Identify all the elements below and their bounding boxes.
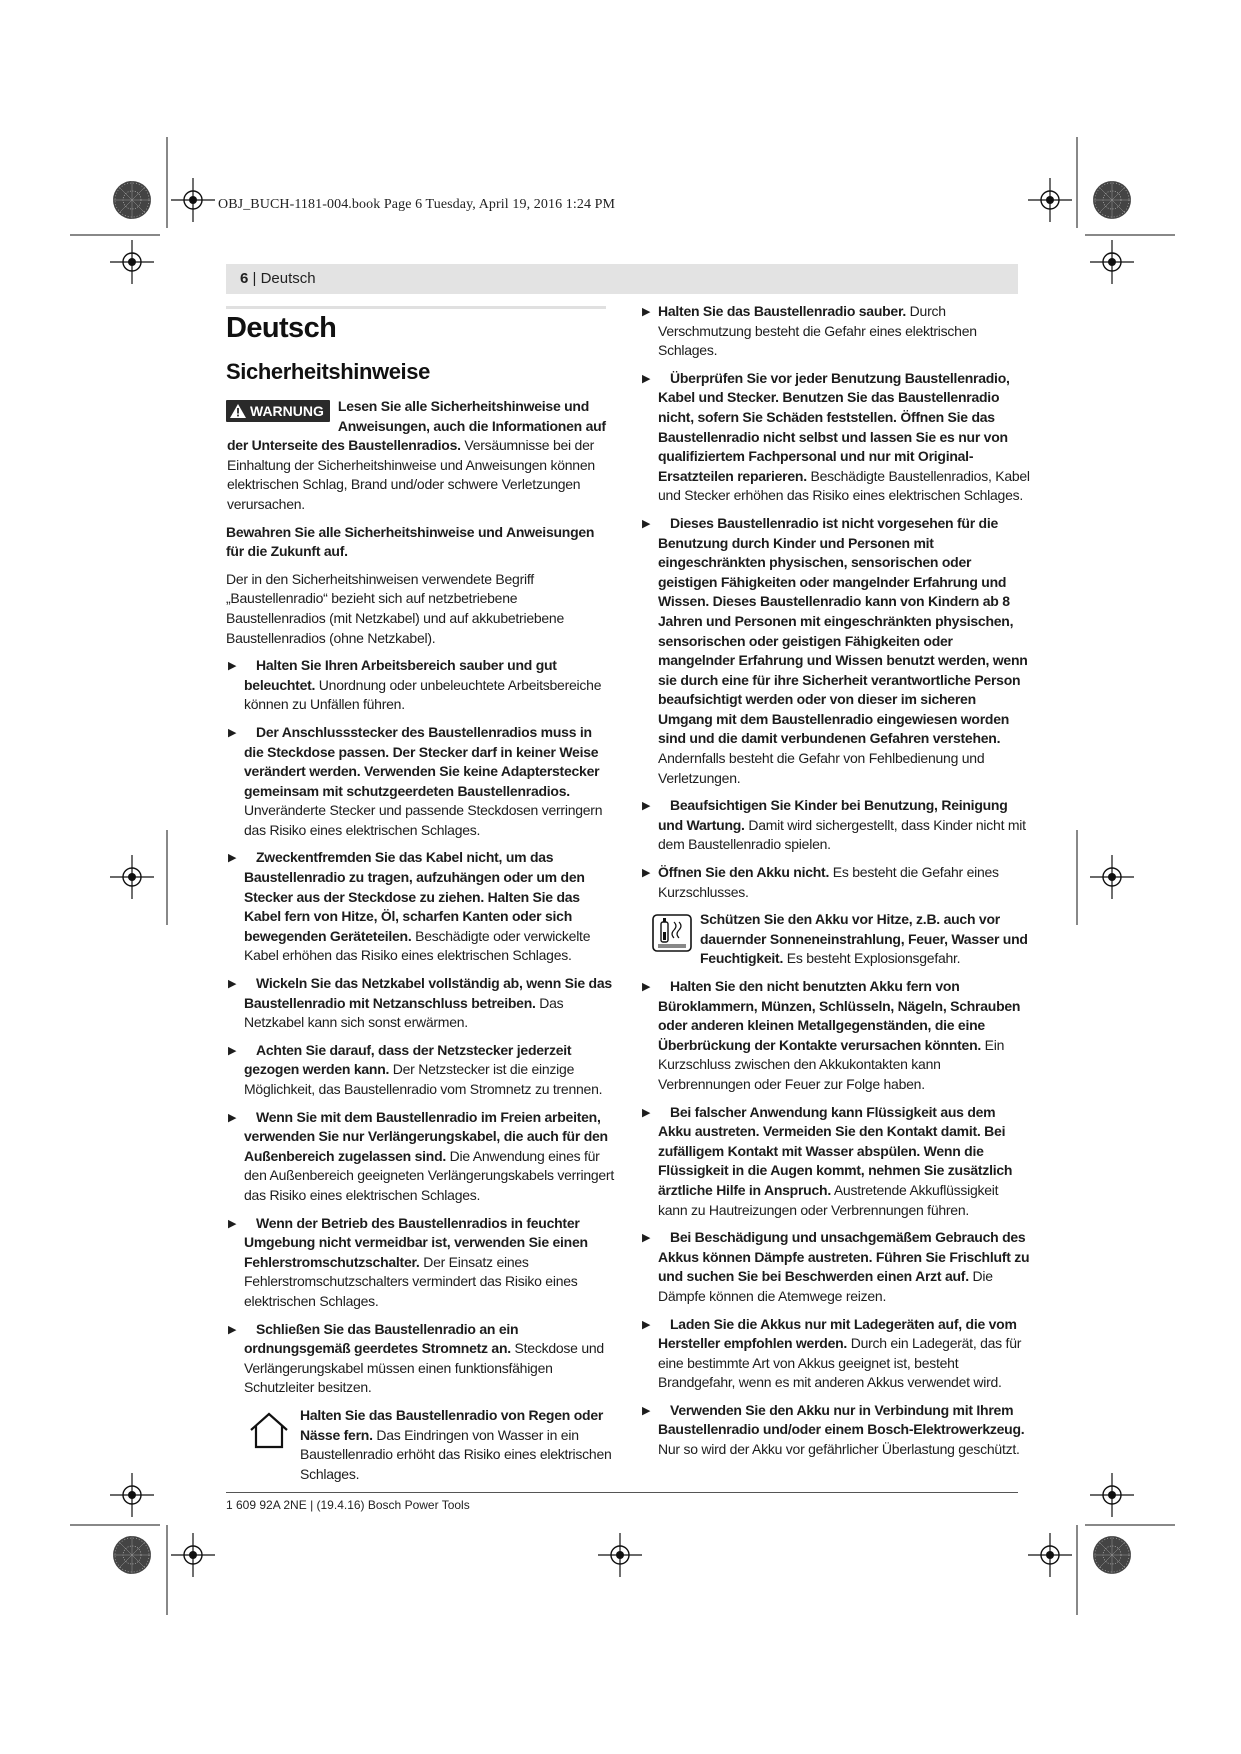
bullet-arrow-icon: ▶ (642, 517, 651, 530)
bullet-text: Beschädigte Baustellenradios, Kabel und Stecker erhöhen das Risiko eines elektrischen Schlages. (658, 467, 1030, 504)
bullet-list-right-a (640, 302, 1030, 902)
page-number: 6 (240, 270, 249, 287)
page-header-bar (226, 264, 1018, 294)
column-right (640, 302, 1030, 1468)
bullet-text: Das Netzkabel kann sich sonst erwärmen. (244, 994, 564, 1031)
bullet-arrow-icon: ▶ (228, 1323, 237, 1336)
bullet-item (226, 1214, 614, 1312)
bullet-text: Durch ein Ladegerät, das für eine bestimmte Art von Akkus geeignet ist, besteht Brandgefahr, wenn es mit anderen Akkus verwendet wird. (658, 1335, 1022, 1391)
bullet-item (640, 1401, 1030, 1460)
heat-note-bold: Schützen Sie den Akku vor Hitze, z.B. auch vor dauernder Sonneneinstrahlung, Feuer, Wasser und Feuchtigkeit. (700, 911, 1028, 967)
bullet-bold: Überprüfen Sie vor jeder Benutzung Baustellenradio, Kabel und Stecker. Benutzen Sie das Baustellenradio nicht, sofern Sie Schäden feststellen. Öffnen Sie das Baustellenradio nicht selbst und lassen Sie es nur von qualifiziertem Fachpersonal und nur mit Original-Ersatzteilen reparieren. (658, 369, 1010, 484)
bullet-arrow-icon: ▶ (228, 978, 237, 991)
bullet-arrow-icon: ▶ (642, 800, 651, 813)
bullet-text: Steckdose und Verlängerungskabel müssen einen funktionsfähigen Schutzleiter besitzen. (244, 1340, 604, 1396)
bullet-bold: Verwenden Sie den Akku nur in Verbindung mit Ihrem Baustellenradio und/oder einem Bosch-Elektrowerkzeug. (658, 1401, 1025, 1438)
bullet-bold: Der Anschlussstecker des Baustellenradios muss in die Steckdose passen. Der Stecker darf in keiner Weise verändert werden. Verwenden Sie keine Adapterstecker gemeinsam mit schutzgeerdeten Baustellenradios. (244, 723, 600, 799)
bullet-item (640, 863, 1030, 902)
bullet-bold: Halten Sie das Baustellenradio sauber. (658, 303, 907, 319)
house-rain-icon (248, 1410, 290, 1450)
bullet-item (226, 1041, 614, 1100)
bullet-arrow-icon: ▶ (228, 726, 237, 739)
keep-instructions: Bewahren Sie alle Sicherheitshinweise und Anweisungen für die Zukunft auf. (226, 523, 595, 560)
bullet-bold: Wenn der Betrieb des Baustellenradios in feuchter Umgebung nicht vermeidbar ist, verwenden Sie einen Fehlerstromschutzschalter. (244, 1214, 588, 1270)
warning-badge (226, 400, 330, 422)
warning-label: WARNUNG (250, 403, 324, 419)
bullet-bold: Öffnen Sie den Akku nicht. (658, 864, 830, 881)
bullet-arrow-icon: ▶ (642, 1404, 651, 1417)
bullet-arrow-icon: ▶ (228, 1217, 237, 1230)
bullet-bold: Schließen Sie das Baustellenradio an ein ordnungsgemäß geerdetes Stromnetz an. (244, 1320, 519, 1357)
heat-note (652, 910, 1030, 969)
bullet-text: Der Netzstecker ist die einzige Möglichkeit, das Baustellenradio vom Stromnetz zu trennen. (244, 1061, 603, 1097)
rain-note-text: Das Eindringen von Wasser in ein Baustellenradio erhöht das Risiko eines elektrischen Schlages. (300, 1426, 612, 1482)
header-separator: | (248, 270, 261, 287)
section-title: Sicherheitshinweise (226, 359, 430, 384)
page-title: Deutsch (226, 312, 337, 344)
bullet-text: Unveränderte Stecker und passende Steckdosen verringern das Risiko eines elektrischen Schlages. (244, 802, 603, 838)
bullet-text: Andernfalls besteht die Gefahr von Fehlbedienung und Verletzungen. (658, 750, 985, 786)
star-target-icon (1093, 1536, 1131, 1574)
bullet-list-left (226, 656, 614, 1398)
bullet-bold: Laden Sie die Akkus nur mit Ladegeräten auf, die vom Hersteller empfohlen werden. (658, 1315, 1017, 1352)
bullet-arrow-icon: ▶ (642, 372, 651, 385)
warning-triangle-icon (230, 404, 246, 418)
bullet-text: Ein Kurzschluss zwischen den Akkukontakten kann Verbrennungen oder Feuer zur Folge haben. (658, 1036, 1005, 1092)
battery-heat-icon (652, 914, 692, 952)
bullet-text: Unordnung oder unbeleuchtete Arbeitsbereiche können zu Unfällen führen. (244, 676, 602, 713)
bullet-item (226, 1320, 614, 1398)
registration-cross-icon (1090, 855, 1134, 899)
star-target-icon (113, 181, 151, 219)
registration-cross-icon (1028, 178, 1072, 222)
star-target-icon (1093, 181, 1131, 219)
registration-cross-icon (171, 178, 215, 222)
bullet-item (640, 977, 1030, 1095)
book-info-line: OBJ_BUCH-1181-004.book Page 6 Tuesday, April 19, 2016 1:24 PM (218, 197, 616, 212)
bullet-item (640, 1228, 1030, 1306)
bullet-bold: Halten Sie Ihren Arbeitsbereich sauber und gut beleuchtet. (244, 657, 557, 693)
bullet-bold: Bei Beschädigung und unsachgemäßem Gebrauch des Akkus können Dämpfe austreten. Führen Sie Frischluft zu und suchen Sie bei Beschwerden einen Arzt auf. (658, 1229, 1030, 1285)
bullet-text: Durch Verschmutzung besteht die Gefahr eines elektrischen Schlages. (658, 303, 977, 359)
bullet-arrow-icon: ▶ (642, 867, 651, 880)
registration-cross-icon (1090, 240, 1134, 284)
registration-cross-icon (171, 1533, 215, 1577)
bullet-text: Die Anwendung eines für den Außenbereich geeigneten Verlängerungskabels verringert das Risiko eines elektrischen Schlages. (244, 1147, 614, 1203)
bullet-bold: Dieses Baustellenradio ist nicht vorgesehen für die Benutzung durch Kinder und Personen mit eingeschränkten physischen, sensorischen oder geistigen Fähigkeiten oder mangelnder Erfahrung und Wissen. Dieses Baustellenradio kann von Kindern ab 8 Jahren und Personen mit eingeschränkten physischen, sensorischen oder geistigen Fähigkeiten oder mangelnder Erfahrung und Wissen benutzt werden, wenn sie durch eine für ihre Sicherheit verantwortliche Person beaufsichtigt werden oder von dieser im sicheren Umgang mit dem Baustellenradio eingewiesen worden sind und die damit verbundenen Gefahren verstehen. (658, 514, 1028, 747)
bullet-arrow-icon: ▶ (228, 660, 237, 673)
registration-cross-icon (110, 1473, 154, 1517)
bullet-arrow-icon: ▶ (228, 1111, 237, 1124)
bullet-text: Austretende Akkuflüssigkeit kann zu Hautreizungen oder Verbrennungen führen. (658, 1181, 999, 1218)
registration-cross-icon (598, 1533, 642, 1577)
bullet-item (640, 369, 1030, 506)
bullet-item (640, 302, 1030, 361)
bullet-bold: Halten Sie den nicht benutzten Akku fern von Büroklammern, Münzen, Schlüsseln, Nägeln, Schrauben oder anderen kleinen Metallgegenständen, die eine Überbrückung der Kontakte verursachen könnten. (658, 978, 1021, 1053)
star-target-icon (113, 1536, 151, 1574)
page-header (240, 270, 316, 287)
rain-note (248, 1406, 614, 1484)
bullet-text: Es besteht die Gefahr eines Kurzschlusses. (658, 864, 999, 900)
heat-note-text: Es besteht Explosionsgefahr. (783, 950, 961, 967)
page-footer: 1 609 92A 2NE | (19.4.16) Bosch Power Tools (226, 1498, 470, 1512)
bullet-text: Der Einsatz eines Fehlerstromschutzschalters vermindert das Risiko eines elektrischen Schlages. (244, 1253, 578, 1309)
bullet-arrow-icon: ▶ (228, 852, 237, 865)
warning-text: Versäumnisse bei der Einhaltung der Sicherheitshinweise und Anweisungen können elektrischen Schlag, Brand und/oder schwere Verletzungen verursachen. (227, 437, 595, 512)
registration-cross-icon (1028, 1533, 1072, 1577)
bullet-arrow-icon: ▶ (642, 1106, 651, 1119)
warning-block (226, 397, 614, 515)
bullet-text: Nur so wird der Akku vor gefährlicher Überlastung geschützt. (658, 1441, 1020, 1458)
bullet-bold: Wenn Sie mit dem Baustellenradio im Freien arbeiten, verwenden Sie nur Verlängerungskabel, die auch für den Außenbereich zugelassen sind. (244, 1108, 608, 1164)
bullet-item (640, 1315, 1030, 1393)
bullet-arrow-icon: ▶ (642, 306, 651, 318)
bullet-list-right-b (640, 977, 1030, 1460)
header-section: Deutsch (260, 270, 316, 287)
bullet-item (226, 656, 614, 715)
registration-cross-icon (110, 855, 154, 899)
bullet-arrow-icon: ▶ (642, 981, 651, 993)
bullet-item (226, 848, 614, 966)
bullet-item (226, 723, 614, 841)
warning-bold: Lesen Sie alle Sicherheitshinweise und Anweisungen, auch die Informationen auf der Unterseite des Baustellenradios. (227, 398, 606, 454)
registration-cross-icon (1090, 1473, 1134, 1517)
bullet-bold: Achten Sie darauf, dass der Netzstecker jederzeit gezogen werden kann. (244, 1041, 572, 1078)
bullet-item (640, 796, 1030, 855)
bullet-bold: Zweckentfremden Sie das Kabel nicht, um das Baustellenradio zu tragen, aufzuhängen oder um den Stecker aus der Steckdose zu ziehen. Halten Sie das Kabel fern von Hitze, Öl, scharfen Kanten oder sich bewegenden Geräteteilen. (244, 849, 585, 944)
bullet-item (640, 514, 1030, 788)
footer-rule (226, 1492, 1018, 1493)
column-left (226, 309, 614, 1492)
rain-note-bold: Halten Sie das Baustellenradio von Regen oder Nässe fern. (300, 1406, 604, 1443)
bullet-arrow-icon: ▶ (642, 1232, 651, 1245)
bullet-bold: Bei falscher Anwendung kann Flüssigkeit aus dem Akku austreten. Vermeiden Sie den Kontakt damit. Bei zufälligem Kontakt mit Wasser abspülen. Wenn die Flüssigkeit in die Augen kommt, nehmen Sie zusätzlich ärztliche Hilfe in Anspruch. (658, 1103, 1013, 1198)
bullet-item (226, 1108, 614, 1206)
definition-paragraph: Der in den Sicherheitshinweisen verwendete Begriff „Baustellenradio“ bezieht sich auf netzbetriebene Baustellenradios (mit Netzkabel) und auf akkubetriebene Baustellenradios (ohne Netzkabel). (226, 570, 565, 646)
bullet-text: Beschädigte oder verwickelte Kabel erhöhen das Risiko eines elektrischen Schlages. (244, 927, 591, 964)
bullet-arrow-icon: ▶ (642, 1318, 651, 1331)
bullet-arrow-icon: ▶ (228, 1044, 237, 1057)
bullet-item (226, 974, 614, 1033)
bullet-item (640, 1103, 1030, 1221)
bullet-bold: Beaufsichtigen Sie Kinder bei Benutzung, Reinigung und Wartung. (658, 797, 1008, 833)
bullet-text: Damit wird sichergestellt, dass Kinder nicht mit dem Baustellenradio spielen. (658, 816, 1026, 853)
bullet-bold: Wickeln Sie das Netzkabel vollständig ab, wenn Sie das Baustellenradio mit Netzanschluss betreiben. (244, 975, 612, 1011)
registration-cross-icon (110, 240, 154, 284)
bullet-text: Die Dämpfe können die Atemwege reizen. (658, 1268, 993, 1304)
